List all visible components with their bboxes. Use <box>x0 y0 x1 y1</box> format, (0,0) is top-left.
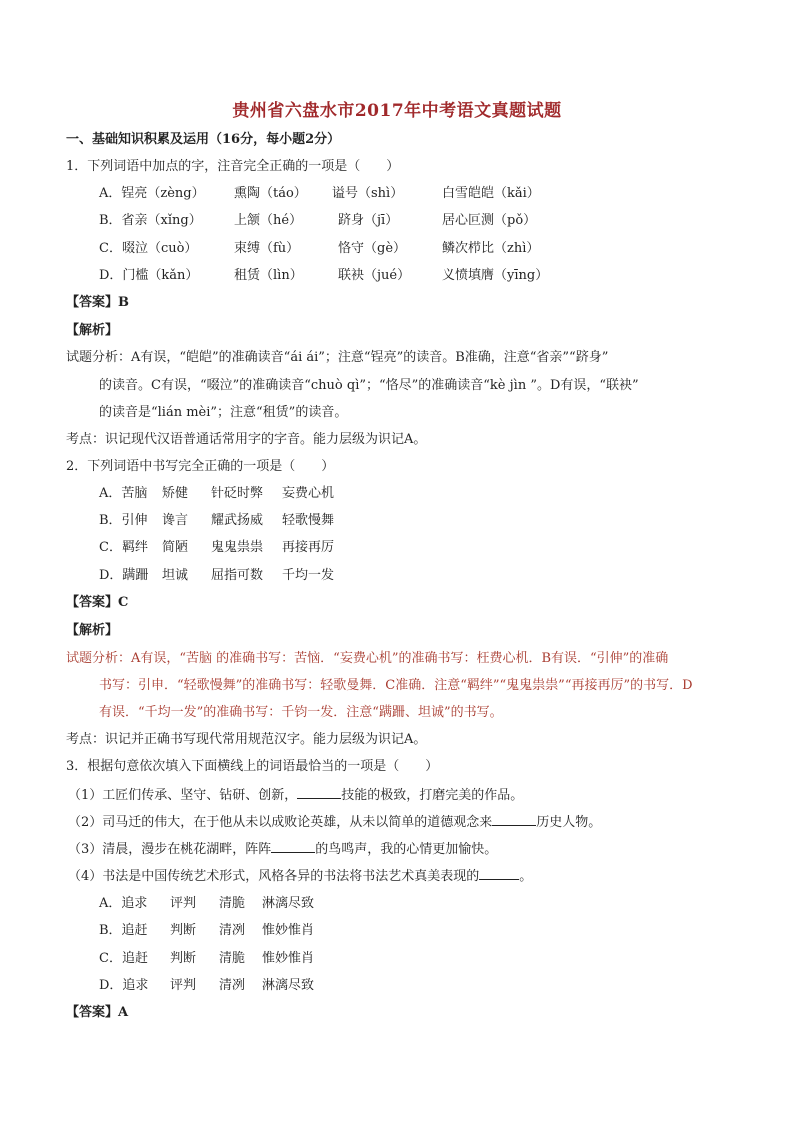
q3-b-1: B．追赶 <box>99 923 148 938</box>
q2-a-4: 妄费心机 <box>282 486 335 501</box>
q3-a-4: 淋漓尽致 <box>262 896 315 911</box>
q3-a-1: A．追求 <box>99 896 148 911</box>
q1-b-1: B．省亲（xǐng） <box>99 213 202 228</box>
q1-d-2: 租赁（lìn） <box>234 268 303 283</box>
q3-s1-blank <box>297 786 341 799</box>
q2-c-3: 鬼鬼祟祟 <box>211 540 264 555</box>
q1-b-2: 上颔（hé） <box>234 213 303 228</box>
q2-analysis-line-2: 书写：引申．“轻歌慢舞”的准确书写：轻歌曼舞．C准确．注意“羁绊”“鬼鬼祟祟”“再接再厉”的书写．D <box>99 678 693 693</box>
q3-d-3: 清冽 <box>219 978 246 993</box>
q2-a-3: 针砭时弊 <box>211 486 264 501</box>
q2-d-3: 屈指可数 <box>211 568 264 583</box>
q3-c-4: 惟妙惟肖 <box>262 951 315 966</box>
q1-d-4: 义愤填膺（yīng） <box>442 268 549 283</box>
q3-d-1: D．追求 <box>99 978 149 993</box>
q3-s3-blank <box>271 840 315 853</box>
section-heading-text: 一、基础知识积累及运用 <box>66 132 210 147</box>
q3-s3-before: （3）清晨，漫步在桃花湖畔，阵阵 <box>68 842 272 857</box>
q3-d-2: 评判 <box>170 978 197 993</box>
q1-b-4: 居心叵测（pǒ） <box>442 213 537 228</box>
q1-analysis-line-1: 试题分析：A有误，“皑皑”的准确读音“ái ái”；注意“锃亮”的读音。B准确，注意“省亲”“跻身” <box>66 350 609 365</box>
q3-b-3: 清冽 <box>219 923 246 938</box>
q2-c-1: C．羁绊 <box>99 540 148 555</box>
q3-s2-after: 历史人物。 <box>536 815 602 830</box>
page-title: 贵州省六盘水市2017年中考语文真题试题 <box>232 101 562 121</box>
q2-b-4: 轻歌慢舞 <box>282 513 335 528</box>
q1-a-2: 熏陶（táo） <box>234 186 307 201</box>
q3-d-4: 淋漓尽致 <box>262 978 315 993</box>
q1-d-1: D．门槛（kǎn） <box>99 268 199 283</box>
q3-s1-after: 技能的极致，打磨完美的作品。 <box>341 788 524 803</box>
q1-analysis-line-3: 的读音是“lián mèi”；注意“租赁”的读音。 <box>99 405 348 420</box>
q3-s4-blank <box>479 867 519 880</box>
q1-d-3: 联袂（jué） <box>338 268 411 283</box>
q2-c-4: 再接再厉 <box>282 540 335 555</box>
q2-b-2: 谗言 <box>162 513 189 528</box>
q3-s4-after: 。 <box>519 869 533 884</box>
q1-analysis-line-2: 的读音。C有误，“啜泣”的准确读音“chuò qì”；“恪尽”的准确读音“kè jìn ”。D有误，“联袂” <box>99 378 639 393</box>
q2-stem: 2．下列词语中书写完全正确的一项是（ ） <box>66 459 335 474</box>
q1-analysis-label: 【解析】 <box>66 323 119 338</box>
q2-a-2: 矫健 <box>162 486 189 501</box>
q3-a-3: 清脆 <box>219 896 246 911</box>
q2-c-2: 简陋 <box>162 540 189 555</box>
q3-sentence-1 <box>68 786 523 805</box>
q3-c-1: C．追赶 <box>99 951 148 966</box>
q1-c-3: 恪守（gè） <box>338 241 407 256</box>
q3-stem: 3．根据句意依次填入下面横线上的词语最恰当的一项是（ ） <box>66 759 439 774</box>
q3-b-4: 惟妙惟肖 <box>262 923 315 938</box>
section-heading-note: （16分，每小题2分） <box>209 132 341 147</box>
q3-c-2: 判断 <box>170 951 197 966</box>
q1-a-3: 谥号（shì） <box>332 186 404 201</box>
q3-s2-before: （2）司马迁的伟大，在于他从未以成败论英雄，从未以简单的道德观念来 <box>68 815 493 830</box>
q2-point: 考点：识记并正确书写现代常用规范汉字。能力层级为识记A。 <box>66 732 427 747</box>
q3-s1-before: （1）工匠们传承、坚守、钻研、创新， <box>68 788 298 803</box>
q3-s2-blank <box>492 813 536 826</box>
q3-answer: 【答案】A <box>66 1005 129 1020</box>
q3-sentence-3 <box>68 840 497 859</box>
q1-c-4: 鳞次栉比（zhì） <box>442 241 540 256</box>
section-heading <box>66 131 340 149</box>
q2-d-2: 坦诚 <box>162 568 189 583</box>
q2-d-4: 千均一发 <box>282 568 335 583</box>
q2-analysis-line-3: 有误．“千均一发”的准确书写：千钧一发．注意“蹒跚、坦诚”的书写。 <box>99 705 503 720</box>
q2-b-3: 耀武扬威 <box>211 513 264 528</box>
q3-sentence-4 <box>68 867 532 886</box>
q3-c-3: 清脆 <box>219 951 246 966</box>
q2-analysis-label: 【解析】 <box>66 623 119 638</box>
q1-c-2: 束缚（fù） <box>234 241 300 256</box>
q2-d-1: D．蹒跚 <box>99 568 149 583</box>
q1-b-3: 跻身（jī） <box>338 213 399 228</box>
q1-a-1: A．锃亮（zèng） <box>99 186 205 201</box>
q3-sentence-2 <box>68 813 601 832</box>
q1-a-4: 白雪皑皑（kǎi） <box>442 186 540 201</box>
q3-s3-after: 的鸟鸣声，我的心情更加愉快。 <box>315 842 498 857</box>
q1-c-1: C．啜泣（cuò） <box>99 241 198 256</box>
q2-analysis-line-1: 试题分析：A有误，“苦脑 的准确书写：苦恼．“妄费心机”的准确书写：枉费心机．B有误．“引伸”的准确 <box>66 651 669 666</box>
q3-s4-before: （4）书法是中国传统艺术形式，风格各异的书法将书法艺术真美表现的 <box>68 869 480 884</box>
q3-a-2: 评判 <box>170 896 197 911</box>
q3-b-2: 判断 <box>170 923 197 938</box>
q2-answer: 【答案】C <box>66 595 129 610</box>
q1-stem: 1．下列词语中加点的字，注音完全正确的一项是（ ） <box>66 159 400 174</box>
q2-a-1: A．苦脑 <box>99 486 148 501</box>
q2-b-1: B．引伸 <box>99 513 148 528</box>
q1-point: 考点：识记现代汉语普通话常用字的字音。能力层级为识记A。 <box>66 432 427 447</box>
q1-answer: 【答案】B <box>66 295 129 310</box>
